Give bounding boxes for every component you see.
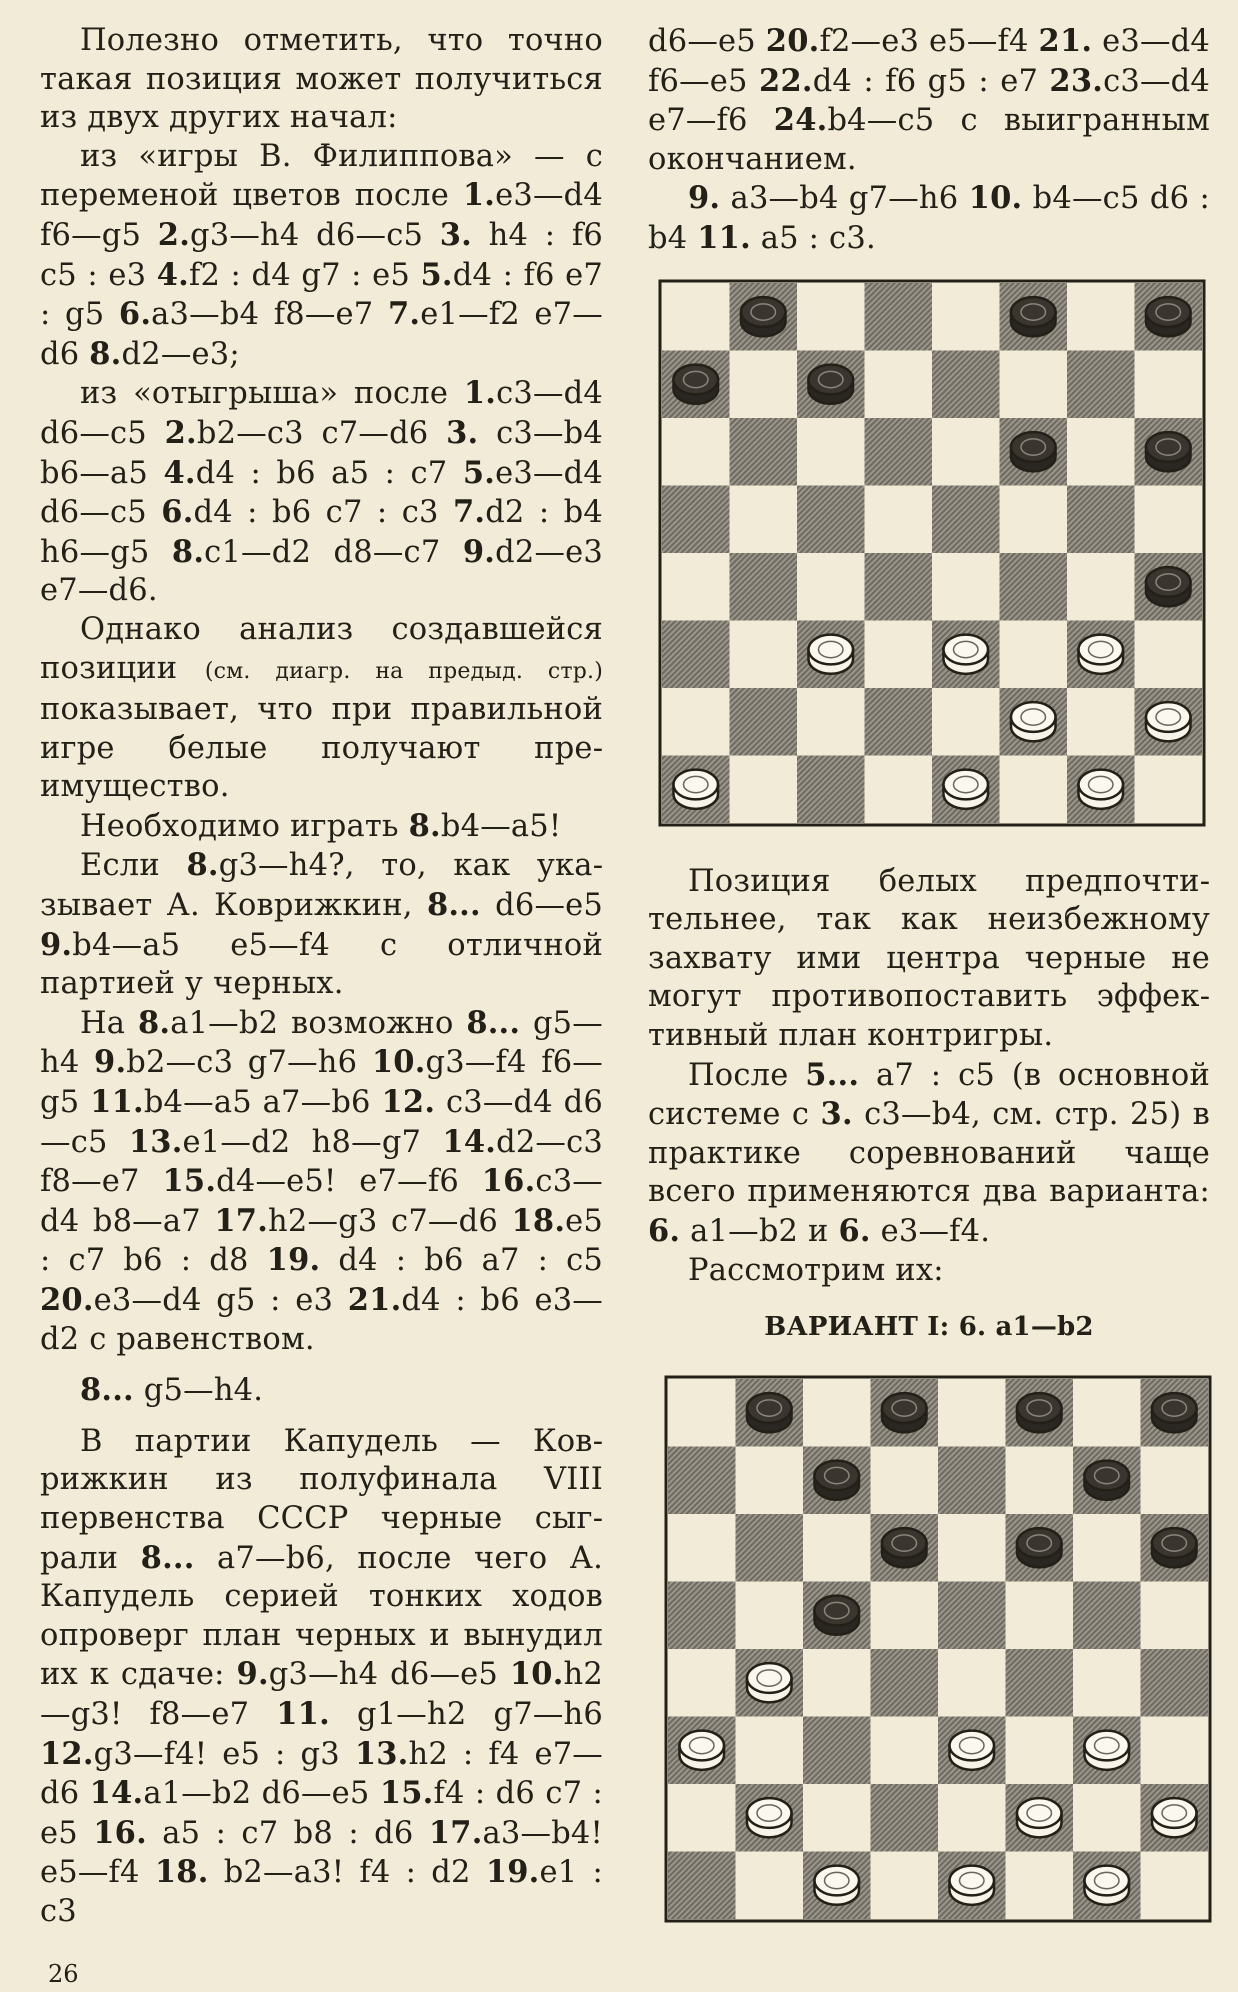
text-run: d4 : f6 g5 : e7 (812, 63, 1050, 99)
text-run: e3—d4 g5 : e3 (93, 1283, 348, 1318)
text-run: (см. диагр. на предыд. стр.) (204, 658, 603, 684)
text-run: из «игры В. Филиппова» — с переменой цветов после (40, 138, 603, 214)
move-number: 8. (408, 807, 441, 844)
text-run: a3—b4 f8—e7 (151, 297, 388, 333)
text-run: Полезно отметить, что точно такая позиция может получиться из двух других начал: (40, 23, 603, 136)
text-run: a5 : c7 b8 : d6 (146, 1815, 429, 1851)
dark-square (736, 1514, 804, 1582)
black-checker (1017, 1393, 1062, 1432)
move-number: 20. (765, 23, 820, 59)
text-run: d2—e3 e7—d6. (40, 534, 604, 609)
move-number: 21. (1038, 23, 1093, 59)
text-run: d2—c3 f8—e7 (40, 1124, 604, 1200)
dark-square (730, 418, 798, 486)
black-checker (747, 1393, 792, 1432)
paragraph (40, 1423, 603, 1932)
dark-square (730, 688, 798, 756)
move-number: 2. (164, 414, 197, 451)
dark-square (797, 755, 865, 823)
move-number: 12. (381, 1084, 436, 1121)
move-number: 9. (462, 533, 496, 570)
move-number: 13. (354, 1735, 409, 1772)
dark-square (1067, 350, 1135, 418)
text-run: c3—b4 b6—a5 (40, 415, 603, 491)
dark-square (865, 418, 933, 486)
text-run: d4 : b6 e3—d2 с равенством. (40, 1283, 604, 1357)
move-number: 3. (439, 216, 472, 253)
dark-square (662, 620, 730, 688)
paragraph (648, 179, 1210, 258)
text-run: b2—a3! f4 : d2 (208, 1855, 486, 1891)
white-checker (1084, 1730, 1129, 1769)
text-run: Однако анализ создавшейся позиции (40, 611, 603, 686)
move-number: 10. (371, 1044, 426, 1081)
white-checker (1078, 634, 1123, 673)
move-line (40, 1371, 603, 1411)
text-run: b4—a5 a7—b6 (143, 1085, 382, 1121)
black-checker (741, 297, 786, 336)
white-checker (747, 1798, 792, 1837)
move-number: 4. (156, 256, 189, 293)
black-checker (1152, 1528, 1197, 1567)
left-column (40, 22, 603, 1932)
text-run: h2 : f4 e7—d6 (40, 1736, 603, 1812)
black-checker (882, 1528, 927, 1567)
move-number: 1. (462, 177, 496, 214)
text-run: e1 : c3 (40, 1855, 603, 1929)
variant-heading: ВАРИАНТ I: 6. a1—b2 (764, 1312, 1094, 1343)
right-column (648, 22, 1210, 1925)
text-run: g5—h4 (40, 1005, 603, 1081)
text-run: e3—d4 d6—c5 (40, 455, 603, 531)
move-number: 9. (94, 1044, 127, 1081)
move-number: 8... (80, 1372, 134, 1409)
white-checker (943, 634, 988, 673)
text-run: d4 : b6 a5 : c7 (195, 455, 463, 491)
white-checker (808, 634, 853, 673)
move-number: 16. (93, 1814, 147, 1851)
dark-square (1141, 1649, 1209, 1717)
text-run: g3—f4 f6—g5 (40, 1045, 604, 1121)
move-number: 8... (426, 887, 481, 924)
move-number: 14. (442, 1123, 497, 1160)
dark-square (938, 1446, 1006, 1514)
paragraph (40, 374, 603, 611)
white-checker (949, 1730, 994, 1769)
text-run: a1—b2 возможно (170, 1005, 467, 1041)
move-number: 8. (171, 533, 205, 570)
text-run: На (80, 1005, 138, 1041)
move-number: 11. (697, 219, 751, 256)
paragraph (648, 22, 1210, 179)
text-run: a1—b2 и (680, 1213, 839, 1249)
text-run: В партии Капудель — Коврижкин из полуфинала VIII первенства СССР черные сыграли (40, 1423, 603, 1576)
dark-square (865, 283, 933, 351)
move-number: 7. (387, 296, 421, 333)
text-run: d6—e5 (480, 888, 604, 924)
paragraph (648, 1056, 1210, 1252)
move-number: 22. (759, 62, 813, 99)
dark-square (1067, 485, 1135, 553)
text-run: c3—d4 e7—f6 (648, 63, 1210, 139)
white-checker (949, 1865, 994, 1904)
move-number: 11. (90, 1084, 144, 1121)
checkers-diagram-2 (662, 1373, 1214, 1925)
text-run: g3—h4?, то, как указывает А. Коврижкин, (40, 848, 604, 924)
move-number: 9. (40, 926, 73, 963)
move-number: 24. (773, 102, 828, 139)
move-number: 5... (805, 1056, 860, 1093)
white-checker (1152, 1798, 1197, 1837)
move-number: 8... (466, 1004, 521, 1041)
move-number: 5. (420, 256, 453, 293)
move-number: 8. (89, 335, 122, 372)
text-run: c3—d4 b8—a7 (40, 1164, 604, 1239)
text-run: a7 : c5 (в основной системе с (648, 1057, 1210, 1133)
paragraph (648, 1252, 1210, 1291)
dark-square (1006, 1649, 1074, 1717)
move-number: 3. (446, 414, 479, 451)
dark-square (1000, 553, 1068, 621)
move-number: 7. (452, 494, 486, 531)
paragraph (40, 1004, 603, 1359)
move-number: 9. (236, 1656, 269, 1693)
text-run: b4—a5! (440, 808, 562, 844)
text-run: e5 : c7 b6 : d8 (40, 1203, 603, 1279)
dark-square (668, 1446, 736, 1514)
text-run: После (688, 1057, 806, 1093)
paragraph (40, 22, 603, 138)
move-number: 15. (379, 1775, 434, 1812)
white-checker (1011, 702, 1056, 741)
dark-square (938, 1581, 1006, 1649)
dark-square (662, 485, 730, 553)
black-checker (814, 1460, 859, 1499)
move-number: 8. (186, 847, 219, 884)
paragraph (40, 138, 603, 375)
text-run: b4—c5 d6 : b4 (648, 181, 1210, 256)
text-run: e1—d2 h8—g7 (182, 1124, 443, 1160)
paragraph (40, 846, 603, 1003)
dark-square (932, 485, 1000, 553)
text-run: из «отыгрыша» после (80, 376, 464, 412)
text-run: f2—e3 e5—f4 (819, 24, 1039, 59)
move-number: 5. (462, 454, 496, 491)
text-run: Рассмотрим их: (688, 1252, 944, 1288)
move-number: 12. (40, 1735, 94, 1772)
text-run: e3—f4. (870, 1213, 991, 1249)
dark-square (865, 688, 933, 756)
move-number: 8... (140, 1539, 195, 1576)
page-number: 26 (48, 1960, 79, 1988)
text-run: g5—h4. (133, 1373, 264, 1409)
checkers-diagram-1 (656, 277, 1208, 829)
move-number: 20. (40, 1282, 94, 1318)
text-run: b2—c3 g7—h6 (126, 1045, 372, 1081)
black-checker (882, 1393, 927, 1432)
move-number: 3. (820, 1096, 853, 1133)
text-run: g1—h2 g7—h6 (329, 1696, 603, 1732)
dark-square (932, 350, 1000, 418)
text-run: g3—f4! e5 : g3 (93, 1736, 355, 1772)
white-checker (814, 1865, 859, 1904)
white-checker (673, 769, 718, 808)
dark-square (865, 553, 933, 621)
move-number: 10. (968, 180, 1023, 217)
text-run: a3—b4 g7—h6 (720, 181, 969, 217)
move-number: 6. (118, 296, 152, 333)
text-run: c3—d4 d6—c5 (40, 1085, 603, 1160)
text-run: d4 : b6 a7 : c5 (320, 1243, 603, 1279)
text-run: c3—d4 d6—c5 (40, 376, 603, 451)
move-number: 17. (428, 1814, 483, 1851)
move-number: 17. (214, 1202, 269, 1239)
black-checker (1017, 1528, 1062, 1567)
text-run: показывает, что при правильной игре белые получают преимущество. (40, 692, 603, 805)
text-run: d2—e3; (121, 336, 240, 372)
text-run: d2 : b4 h6—g5 (40, 495, 603, 570)
dark-square (668, 1851, 736, 1919)
move-number: 14. (89, 1775, 144, 1812)
move-number: 18. (154, 1854, 209, 1891)
dark-square (871, 1784, 939, 1852)
text-run: a7—b6, после чего А. Капудель серией тонких ходов опроверг план черных и вынудил их к сдаче: (40, 1540, 604, 1693)
dark-square (871, 1649, 939, 1717)
move-number: 18. (511, 1202, 566, 1239)
text-run: h4 : f6 c5 : e3 (40, 217, 603, 293)
move-number: 6. (838, 1212, 871, 1249)
move-number: 1. (463, 375, 497, 412)
move-number: 10. (509, 1656, 564, 1693)
black-checker (1011, 297, 1056, 336)
white-checker (1084, 1865, 1129, 1904)
text-run: Необходимо играть (80, 808, 409, 844)
text-run: f4 : d6 c7 : e5 (40, 1776, 603, 1851)
text-run: d6—e5 (648, 24, 766, 59)
text-run: h2—g3! f8—e7 (40, 1657, 603, 1732)
white-checker (943, 769, 988, 808)
move-number: 2. (157, 216, 191, 253)
dark-square (803, 1716, 871, 1784)
black-checker (1152, 1393, 1197, 1432)
paragraph (648, 863, 1210, 1056)
dark-square (730, 553, 798, 621)
text-run: e3—d4 f6—g5 (40, 178, 603, 253)
black-checker (1146, 297, 1191, 336)
move-number: 23. (1049, 62, 1104, 99)
white-checker (1146, 702, 1191, 741)
move-number: 6. (161, 494, 194, 531)
text-run: b4—c5 с выигранным окончанием. (648, 103, 1211, 177)
black-checker (1146, 567, 1191, 606)
black-checker (814, 1595, 859, 1634)
paragraph (40, 807, 603, 847)
black-checker (673, 364, 718, 403)
text-run: d4—e5! e7—f6 (216, 1164, 482, 1200)
move-number: 9. (688, 180, 721, 217)
black-checker (808, 364, 853, 403)
text-run: e1—f2 e7—d6 (40, 297, 603, 372)
paragraph (40, 611, 603, 807)
text-run: g3—h4 d6—c5 (190, 217, 440, 253)
text-run: Если (80, 848, 187, 884)
text-run: e3—d4 f6—e5 (648, 24, 1210, 99)
text-run: c3—b4, см. стр. 25) в практике соревнований чаще всего применяются два варианта: (648, 1097, 1210, 1210)
move-number: 8. (137, 1004, 171, 1041)
move-number: 16. (481, 1163, 536, 1200)
dark-square (1073, 1581, 1141, 1649)
text-run: b4—a5 e5—f4 с отличной партией у черных. (40, 927, 603, 1002)
text-run: f2 : d4 g7 : e5 (188, 257, 421, 293)
white-checker (1017, 1798, 1062, 1837)
move-number: 13. (128, 1123, 183, 1160)
white-checker (679, 1730, 724, 1769)
black-checker (1011, 432, 1056, 471)
move-number: 15. (162, 1163, 217, 1200)
move-number: 19. (485, 1854, 540, 1891)
white-checker (1078, 769, 1123, 808)
text-run: b2—c3 c7—d6 (196, 415, 447, 451)
move-number: 19. (266, 1242, 321, 1279)
black-checker (1084, 1460, 1129, 1499)
text-run: Позиция белых предпочтительнее, так как неизбежному захвату ими центра черные не могут противопоставить эффективный план контригры. (648, 863, 1210, 1053)
move-number: 6. (648, 1212, 681, 1249)
white-checker (747, 1663, 792, 1702)
black-checker (1146, 432, 1191, 471)
dark-square (797, 485, 865, 553)
text-run: d4 : f6 e7 : g5 (40, 257, 603, 333)
text-run: h2—g3 c7—d6 (268, 1203, 512, 1239)
dark-square (668, 1581, 736, 1649)
text-run: d4 : b6 c7 : c3 (193, 495, 453, 531)
text-run: g3—h4 d6—e5 (268, 1657, 510, 1693)
text-run: a5 : c3. (750, 220, 876, 256)
move-number: 21. (347, 1282, 402, 1318)
text-run: c1—d2 d8—c7 (204, 534, 463, 570)
text-run: a3—b4! e5—f4 (40, 1815, 603, 1891)
move-number: 11. (276, 1695, 330, 1732)
text-run: a1—b2 d6—e5 (143, 1776, 380, 1812)
move-number: 4. (163, 454, 196, 491)
